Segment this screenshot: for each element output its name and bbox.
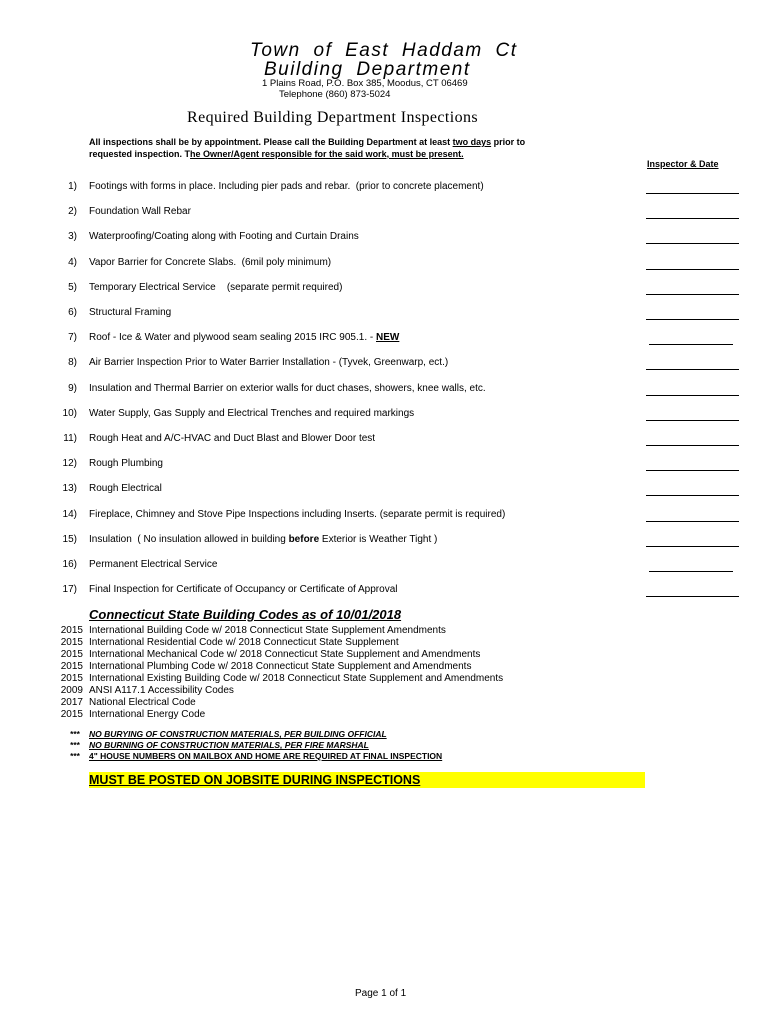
inspection-row xyxy=(0,509,770,527)
inspection-row xyxy=(0,231,770,249)
code-year: 2015 xyxy=(60,673,83,684)
signature-line[interactable] xyxy=(646,243,739,244)
signature-line[interactable] xyxy=(646,470,739,471)
note-row xyxy=(0,740,770,751)
inspection-number: 17) xyxy=(62,584,77,596)
inspection-row xyxy=(0,534,770,552)
inspection-text xyxy=(89,332,399,343)
inspection-number: 12) xyxy=(62,458,77,470)
code-year: 2015 xyxy=(60,637,83,648)
inspection-text xyxy=(89,257,331,268)
code-year: 2015 xyxy=(60,709,83,720)
intro-line-1 xyxy=(89,137,525,149)
code-name: International Existing Building Code w/ 2018 Connecticut State Supplement and Amendments xyxy=(89,673,504,684)
inspection-text-tail: Exterior is Weather Tight ) xyxy=(319,533,438,545)
inspection-row xyxy=(0,332,770,350)
inspection-text xyxy=(89,231,359,242)
signature-line[interactable] xyxy=(646,218,739,219)
inspection-text-main: Air Barrier Inspection Prior to Water Barrier Installation - (Tyvek, Greenwarp, ect.) xyxy=(89,357,449,369)
town-title: Town of East Haddam Ct xyxy=(250,40,518,61)
inspection-text xyxy=(89,458,163,469)
new-flag: NEW xyxy=(376,332,400,344)
signature-line[interactable] xyxy=(649,344,733,345)
note-text: NO BURNING OF CONSTRUCTION MATERIALS, PER FIRE MARSHAL xyxy=(89,740,369,750)
intro-text xyxy=(89,137,525,160)
before-emphasis: before xyxy=(288,533,320,545)
inspection-number: 15) xyxy=(62,533,77,545)
signature-line[interactable] xyxy=(646,445,739,446)
inspection-text-main: Final Inspection for Certificate of Occupancy or Certificate of Approval xyxy=(89,584,398,596)
code-row xyxy=(0,625,770,637)
inspection-number: 3) xyxy=(68,231,77,243)
signature-line[interactable] xyxy=(646,319,739,320)
inspection-row xyxy=(0,433,770,451)
signature-line[interactable] xyxy=(646,596,739,597)
inspection-text xyxy=(89,181,484,192)
inspection-text xyxy=(89,559,217,570)
note-marker: *** xyxy=(70,751,80,761)
signature-line[interactable] xyxy=(649,571,733,572)
code-row xyxy=(0,709,770,721)
inspection-number: 2) xyxy=(68,206,77,218)
code-name: International Mechanical Code w/ 2018 Connecticut State Supplement and Amendments xyxy=(89,649,481,660)
note-text: NO BURYING OF CONSTRUCTION MATERIALS, PER BUILDING OFFICIAL xyxy=(89,729,387,739)
code-name: International Residential Code w/ 2018 Connecticut State Supplement xyxy=(89,637,399,648)
note-marker: *** xyxy=(70,729,80,739)
code-row xyxy=(0,673,770,685)
inspection-row xyxy=(0,383,770,401)
intro-line-1-b: prior to xyxy=(491,137,526,147)
inspection-number: 5) xyxy=(68,281,77,293)
inspection-text-main: Rough Heat and A/C-HVAC and Duct Blast and Blower Door test xyxy=(89,433,376,444)
signature-line[interactable] xyxy=(646,193,739,194)
inspection-text xyxy=(89,357,448,368)
inspection-number: 7) xyxy=(68,332,77,344)
code-year: 2017 xyxy=(60,697,83,708)
inspection-text-main: Insulation and Thermal Barrier on exterior walls for duct chases, showers, knee walls, etc. xyxy=(89,382,486,394)
inspection-row xyxy=(0,408,770,426)
code-year: 2015 xyxy=(60,625,83,636)
note-text: 4" HOUSE NUMBERS ON MAILBOX AND HOME ARE REQUIRED AT FINAL INSPECTION xyxy=(89,751,443,761)
note-row xyxy=(0,729,770,740)
posted-notice xyxy=(89,772,645,788)
signature-line[interactable] xyxy=(646,546,739,547)
inspection-text xyxy=(89,509,505,520)
inspection-row xyxy=(0,559,770,577)
code-row xyxy=(0,649,770,661)
inspection-text xyxy=(89,433,375,444)
inspection-row xyxy=(0,584,770,602)
inspection-text xyxy=(89,383,486,394)
code-year: 2015 xyxy=(60,661,83,672)
intro-two-days: two days xyxy=(452,137,492,147)
code-year: 2015 xyxy=(60,649,83,660)
inspection-text-main: Insulation ( No insulation allowed in building xyxy=(89,533,289,545)
inspection-number: 4) xyxy=(68,256,77,268)
inspection-text-main: Water Supply, Gas Supply and Electrical Trenches and required markings xyxy=(89,407,415,419)
inspector-date-header: Inspector & Date xyxy=(647,159,719,169)
code-name: ANSI A117.1 Accessibility Codes xyxy=(89,685,234,696)
inspection-text-main: Vapor Barrier for Concrete Slabs. (6mil poly minimum) xyxy=(89,256,332,268)
inspection-text xyxy=(89,206,191,217)
inspection-row xyxy=(0,307,770,325)
posted-notice-text: MUST BE POSTED ON JOBSITE DURING INSPECTIONS xyxy=(89,773,421,787)
inspection-number: 9) xyxy=(68,382,77,394)
code-row xyxy=(0,685,770,697)
inspection-number: 11) xyxy=(63,433,77,444)
document-title: Required Building Department Inspections xyxy=(187,109,479,126)
code-name: International Building Code w/ 2018 Connecticut State Supplement Amendments xyxy=(89,625,446,636)
intro-line-2 xyxy=(89,149,525,161)
inspection-text xyxy=(89,307,171,318)
address: 1 Plains Road, P.O. Box 385, Moodus, CT 06469 xyxy=(262,78,468,89)
inspection-number: 14) xyxy=(62,508,77,520)
intro-line-1-a: All inspections shall be by appointment. Please call the Building Department at least xyxy=(89,137,453,147)
inspection-text xyxy=(89,534,437,545)
signature-line[interactable] xyxy=(646,395,739,396)
code-year: 2009 xyxy=(60,685,83,696)
signature-line[interactable] xyxy=(646,521,739,522)
code-row xyxy=(0,661,770,673)
inspection-number: 6) xyxy=(68,307,77,318)
inspection-text xyxy=(89,282,342,293)
inspection-number: 13) xyxy=(62,483,77,495)
signature-line[interactable] xyxy=(646,294,739,295)
code-row xyxy=(0,637,770,649)
inspection-text-main: Waterproofing/Coating along with Footing and Curtain Drains xyxy=(89,231,359,243)
inspection-text-main: Rough Electrical xyxy=(89,483,162,495)
inspection-text-main: Structural Framing xyxy=(89,307,172,318)
inspection-row xyxy=(0,458,770,476)
inspection-text-main: Rough Plumbing xyxy=(89,458,163,470)
inspection-row xyxy=(0,257,770,275)
codes-heading: Connecticut State Building Codes as of 10/01/2018 xyxy=(89,607,402,622)
inspection-number: 16) xyxy=(62,559,77,570)
inspection-text-main: Roof - Ice & Water and plywood seam sealing 2015 IRC 905.1. - xyxy=(89,332,376,344)
code-name: International Plumbing Code w/ 2018 Connecticut State Supplement and Amendments xyxy=(89,661,472,672)
inspection-row xyxy=(0,282,770,300)
signature-line[interactable] xyxy=(646,420,739,421)
inspection-text xyxy=(89,483,162,494)
inspection-text xyxy=(89,584,397,595)
inspection-number: 8) xyxy=(68,357,77,369)
note-marker: *** xyxy=(70,740,80,750)
intro-owner-agent: he Owner/Agent responsible for the said work, must be present. xyxy=(190,148,464,159)
inspection-row xyxy=(0,483,770,501)
page-number: Page 1 of 1 xyxy=(355,988,407,999)
inspection-number: 1) xyxy=(68,181,77,192)
telephone: Telephone (860) 873-5024 xyxy=(279,89,391,100)
inspection-number: 10) xyxy=(62,407,77,419)
inspection-text-main: Fireplace, Chimney and Stove Pipe Inspections including Inserts. (separate permit is required) xyxy=(89,508,506,520)
department-title: Building Department xyxy=(264,59,471,80)
inspection-text-main: Temporary Electrical Service (separate permit required) xyxy=(89,281,343,293)
inspection-row xyxy=(0,357,770,375)
inspection-text-main: Foundation Wall Rebar xyxy=(89,206,191,218)
code-row xyxy=(0,697,770,709)
note-row xyxy=(0,751,770,762)
inspection-text-main: Footings with forms in place. Including pier pads and rebar. (prior to concrete placement) xyxy=(89,181,484,192)
signature-line[interactable] xyxy=(646,269,739,270)
inspection-row xyxy=(0,206,770,224)
code-name: International Energy Code xyxy=(89,709,206,720)
signature-line[interactable] xyxy=(646,495,739,496)
inspection-text-main: Permanent Electrical Service xyxy=(89,559,218,570)
signature-line[interactable] xyxy=(646,369,739,370)
intro-line-2-a: requested inspection. T xyxy=(89,148,191,159)
inspection-row xyxy=(0,181,770,199)
code-name: National Electrical Code xyxy=(89,697,196,708)
inspection-text xyxy=(89,408,414,419)
